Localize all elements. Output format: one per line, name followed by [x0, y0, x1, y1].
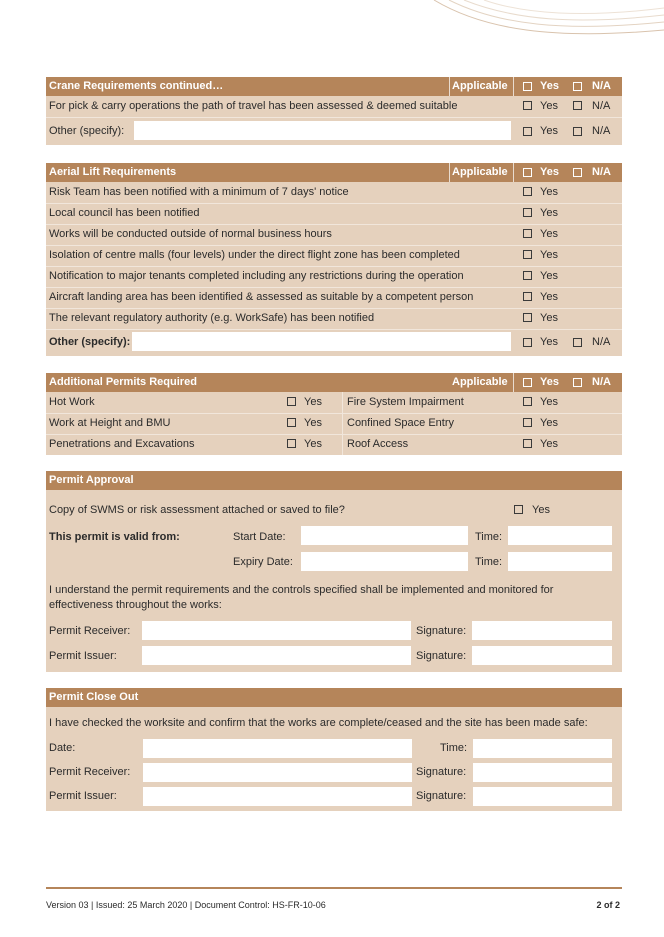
permit-height-label: Work at Height and BMU	[49, 417, 171, 429]
aerial-row-label: Aircraft landing area has been identified & assessed as suitable by a competent person	[49, 291, 474, 303]
na-label: N/A	[592, 336, 611, 348]
aerial-row	[46, 266, 622, 287]
crane-other-label: Other (specify):	[49, 125, 125, 137]
footer-page-number: 2 of 2	[596, 900, 620, 910]
closeout-issuer-input[interactable]	[143, 787, 412, 806]
crane-yes-label: Yes	[540, 80, 559, 92]
closeout-date-input[interactable]	[143, 739, 412, 758]
crane-applicable-na-checkbox[interactable]	[573, 82, 582, 91]
approval-receiver-signature-input[interactable]	[472, 621, 612, 640]
crane-other-na-checkbox[interactable]	[573, 127, 582, 136]
yes-label: Yes	[540, 396, 558, 408]
permits-title: Additional Permits Required	[49, 376, 197, 388]
closeout-receiver-label: Permit Receiver:	[49, 766, 131, 778]
approval-receiver-input[interactable]	[142, 621, 411, 640]
closeout-time-input[interactable]	[473, 739, 612, 758]
closeout-issuer-signature-input[interactable]	[473, 787, 612, 806]
aerial-na-label: N/A	[592, 166, 611, 178]
crane-other-yes-checkbox[interactable]	[523, 127, 532, 136]
crane-row-yes-checkbox[interactable]	[523, 101, 532, 110]
permit-hot-work-checkbox[interactable]	[287, 397, 296, 406]
approval-receiver-label: Permit Receiver:	[49, 625, 131, 637]
approval-statement: I understand the permit requirements and the controls specified shall be implemented and monitored for effectiveness throughout the works:	[49, 584, 554, 611]
aerial-row-yes-checkbox[interactable]	[523, 187, 532, 196]
crane-applicable-label: Applicable	[452, 80, 508, 92]
aerial-row-yes-checkbox[interactable]	[523, 313, 532, 322]
yes-label: Yes	[304, 417, 322, 429]
approval-issuer-signature-input[interactable]	[472, 646, 612, 665]
start-time-input[interactable]	[508, 526, 612, 545]
yes-label: Yes	[304, 396, 322, 408]
approval-header	[46, 471, 622, 490]
crane-row-na-checkbox[interactable]	[573, 101, 582, 110]
permit-row	[46, 392, 622, 413]
crane-other-input[interactable]	[134, 121, 511, 140]
aerial-applicable-label: Applicable	[452, 166, 508, 178]
yes-label: Yes	[540, 249, 558, 261]
permit-row	[46, 413, 622, 434]
permit-height-checkbox[interactable]	[287, 418, 296, 427]
permit-fire-system-checkbox[interactable]	[523, 397, 532, 406]
aerial-title: Aerial Lift Requirements	[49, 166, 177, 178]
yes-label: Yes	[540, 125, 558, 137]
crane-other-row	[46, 118, 622, 145]
aerial-applicable-na-checkbox[interactable]	[573, 168, 582, 177]
aerial-lift-section	[46, 163, 622, 356]
aerial-row-label: Works will be conducted outside of normal business hours	[49, 228, 332, 240]
footer-document-info: Version 03 | Issued: 25 March 2020 | Document Control: HS-FR-10-06	[46, 900, 326, 910]
permit-penetrations-checkbox[interactable]	[287, 439, 296, 448]
closeout-time-label: Time:	[440, 742, 468, 754]
permit-roof-access-label: Roof Access	[347, 438, 409, 450]
closeout-title: Permit Close Out	[49, 691, 139, 703]
yes-label: Yes	[540, 312, 558, 324]
yes-label: Yes	[540, 100, 558, 112]
start-time-label: Time:	[475, 531, 503, 543]
approval-receiver-signature-label: Signature:	[416, 625, 467, 637]
expiry-date-input[interactable]	[301, 552, 468, 571]
permits-applicable-na-checkbox[interactable]	[573, 378, 582, 387]
na-label: N/A	[592, 125, 611, 137]
expiry-date-label: Expiry Date:	[233, 556, 293, 568]
aerial-row	[46, 308, 622, 329]
permit-confined-space-checkbox[interactable]	[523, 418, 532, 427]
crane-row	[46, 96, 622, 117]
closeout-date-label: Date:	[49, 742, 76, 754]
crane-na-label: N/A	[592, 80, 611, 92]
yes-label: Yes	[304, 438, 322, 450]
na-label: N/A	[592, 100, 611, 112]
closeout-receiver-signature-input[interactable]	[473, 763, 612, 782]
aerial-row-yes-checkbox[interactable]	[523, 271, 532, 280]
approval-title: Permit Approval	[49, 474, 134, 486]
permits-applicable-yes-checkbox[interactable]	[523, 378, 532, 387]
additional-permits-section	[46, 373, 622, 455]
permit-closeout-section	[46, 688, 622, 811]
closeout-issuer-signature-label: Signature:	[416, 790, 467, 802]
aerial-row-yes-checkbox[interactable]	[523, 229, 532, 238]
aerial-row	[46, 224, 622, 245]
decorative-swoosh	[404, 0, 664, 50]
start-date-label: Start Date:	[233, 531, 286, 543]
yes-label: Yes	[540, 438, 558, 450]
crane-requirements-section	[46, 77, 622, 145]
permits-header	[46, 373, 622, 392]
yes-label: Yes	[540, 291, 558, 303]
aerial-header	[46, 163, 622, 182]
closeout-header	[46, 688, 622, 707]
aerial-row-label: Local council has been notified	[49, 207, 200, 219]
crane-row-label: For pick & carry operations the path of travel has been assessed & deemed suitable	[49, 100, 458, 112]
permit-fire-system-label: Fire System Impairment	[347, 396, 464, 408]
aerial-row-label: The relevant regulatory authority (e.g. WorkSafe) has been notified	[49, 312, 375, 324]
permit-confined-space-label: Confined Space Entry	[347, 417, 455, 429]
closeout-statement: I have checked the worksite and confirm that the works are complete/ceased and the site has been made safe:	[49, 717, 588, 729]
aerial-other-row	[46, 329, 622, 356]
permit-row	[46, 434, 622, 455]
closeout-issuer-label: Permit Issuer:	[49, 790, 117, 802]
aerial-row	[46, 245, 622, 266]
crane-applicable-yes-checkbox[interactable]	[523, 82, 532, 91]
permits-yes-label: Yes	[540, 376, 559, 388]
crane-header	[46, 77, 622, 96]
yes-label: Yes	[540, 270, 558, 282]
yes-label: Yes	[540, 207, 558, 219]
aerial-yes-label: Yes	[540, 166, 559, 178]
swms-label: Copy of SWMS or risk assessment attached or saved to file?	[49, 504, 345, 516]
footer-divider	[46, 887, 622, 889]
valid-from-label: This permit is valid from:	[49, 531, 180, 543]
permit-approval-section	[46, 471, 622, 672]
yes-label: Yes	[540, 336, 558, 348]
swms-row	[46, 504, 622, 518]
aerial-applicable-yes-checkbox[interactable]	[523, 168, 532, 177]
aerial-row-label: Risk Team has been notified with a minimum of 7 days' notice	[49, 186, 349, 198]
start-date-input[interactable]	[301, 526, 468, 545]
permit-hot-work-label: Hot Work	[49, 396, 95, 408]
approval-issuer-input[interactable]	[142, 646, 411, 665]
aerial-other-label: Other (specify):	[49, 336, 131, 348]
yes-label: Yes	[540, 186, 558, 198]
expiry-time-input[interactable]	[508, 552, 612, 571]
aerial-other-na-checkbox[interactable]	[573, 338, 582, 347]
permit-roof-access-checkbox[interactable]	[523, 439, 532, 448]
aerial-other-input[interactable]	[132, 332, 511, 351]
permits-na-label: N/A	[592, 376, 611, 388]
aerial-row-label: Notification to major tenants completed including any restrictions during the operation	[49, 270, 464, 282]
permit-penetrations-label: Penetrations and Excavations	[49, 438, 195, 450]
aerial-row-yes-checkbox[interactable]	[523, 208, 532, 217]
swms-yes-checkbox[interactable]	[514, 505, 523, 514]
aerial-other-yes-checkbox[interactable]	[523, 338, 532, 347]
aerial-row-label: Isolation of centre malls (four levels) under the direct flight zone has been completed	[49, 249, 460, 261]
permits-applicable-label: Applicable	[452, 376, 508, 388]
closeout-receiver-input[interactable]	[143, 763, 412, 782]
approval-issuer-label: Permit Issuer:	[49, 650, 117, 662]
expiry-time-label: Time:	[475, 556, 503, 568]
aerial-row	[46, 182, 622, 203]
yes-label: Yes	[540, 417, 558, 429]
approval-issuer-signature-label: Signature:	[416, 650, 467, 662]
aerial-row-yes-checkbox[interactable]	[523, 250, 532, 259]
yes-label: Yes	[540, 228, 558, 240]
yes-label: Yes	[532, 504, 550, 516]
crane-title: Crane Requirements continued…	[49, 80, 224, 92]
aerial-row	[46, 287, 622, 308]
aerial-row	[46, 203, 622, 224]
closeout-receiver-signature-label: Signature:	[416, 766, 467, 778]
aerial-row-yes-checkbox[interactable]	[523, 292, 532, 301]
